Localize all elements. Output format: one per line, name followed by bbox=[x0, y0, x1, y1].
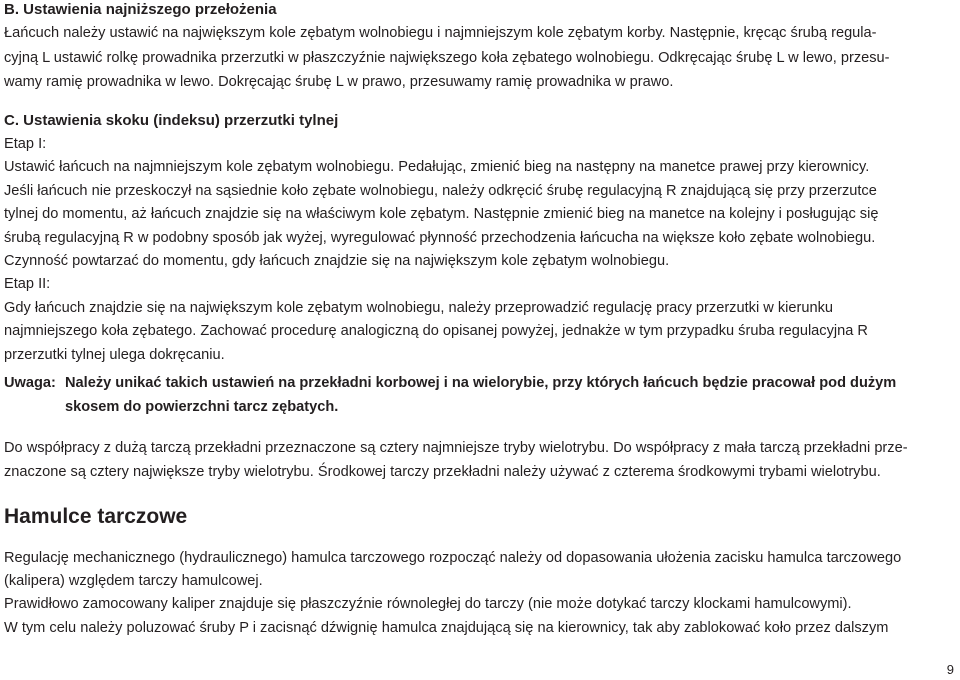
paragraph-line: (kalipera) względem tarczy hamulcowej. bbox=[4, 573, 263, 590]
paragraph-line: W tym celu należy poluzować śruby P i zacisnąć dźwignię hamulca znajdującą się na kierownicy, tak aby zablokować koło przez dalszym bbox=[4, 619, 889, 636]
paragraph-line: Czynność powtarzać do momentu, gdy łańcuch znajdzie się na największym kole zębatym wolnobiegu. bbox=[4, 253, 670, 270]
section-c-heading: C. Ustawienia skoku (indeksu) przerzutki tylnej bbox=[4, 112, 339, 129]
section-b-heading: B. Ustawienia najniższego przełożenia bbox=[4, 1, 277, 18]
warning-text bbox=[65, 372, 955, 419]
paragraph-line: cyjną L ustawić rolkę prowadnika przerzutki w płaszczyźnie największego koła zębatego wolnobiegu. Odkręcając śrubę L w lewo, przesu- bbox=[4, 49, 890, 66]
paragraph-line: Ustawić łańcuch na najmniejszym kole zębatym wolnobiegu. Pedałując, zmienić bieg na następny na manetce prawej przy kierownicy. bbox=[4, 159, 870, 176]
section-b-paragraph bbox=[4, 21, 956, 95]
brakes-paragraph bbox=[4, 547, 956, 640]
section-c-paragraph bbox=[4, 133, 956, 367]
paragraph-line: śrubą regulacyjną R w podobny sposób jak wyżej, wyregulować płynność przechodzenia łańcucha na większe koło zębate wolnobiegu. bbox=[4, 229, 876, 246]
paragraph-line: Do współpracy z dużą tarczą przekładni przeznaczone są cztery najmniejsze tryby wielotrybu. Do współpracy z mała tarczą przekładni prze- bbox=[4, 440, 908, 456]
stage-1-label: Etap I: bbox=[4, 136, 47, 152]
brakes-heading: Hamulce tarczowe bbox=[4, 505, 188, 528]
paragraph-line: Gdy łańcuch znajdzie się na największym kole zębatym wolnobiegu, należy przeprowadzić regulację pracy przerzutki w kierunku bbox=[4, 299, 833, 316]
paragraph-line: przerzutki tylnej ulega dokręcaniu. bbox=[4, 346, 225, 363]
paragraph-line: Jeśli łańcuch nie przeskoczył na sąsiednie koło zębate wolnobiegu, należy odkręcić śrubę regulacyjną R znajdującą się przy przerzutce bbox=[4, 182, 877, 199]
paragraph-line: znaczone są cztery największe tryby wielotrybu. Środkowej tarczy przekładni należy używać z czterema środkowymi trybami wielotrybu. bbox=[4, 463, 881, 480]
paragraph-line: wamy ramię prowadnika w lewo. Dokręcając śrubę L w prawo, przesuwamy ramię prowadnika w prawo. bbox=[4, 74, 674, 90]
warning-label: Uwaga: bbox=[4, 375, 56, 391]
paragraph-line: Prawidłowo zamocowany kaliper znajduje się płaszczyźnie równoległej do tarczy (nie może dotykać tarczy klockami hamulcowymi). bbox=[4, 596, 852, 613]
paragraph-line: tylnej do momentu, aż łańcuch znajdzie się na właściwym kole zębatym. Następnie zmienić bieg na manetce na kolejny i posługując się bbox=[4, 206, 879, 223]
warning-line: Należy unikać takich ustawień na przekładni korbowej i na wielorybie, przy których łańcuch będzie pracował pod dużym bbox=[65, 375, 897, 391]
paragraph-line: najmniejszego koła zębatego. Zachować procedurę analogiczną do opisanej powyżej, jednakże w tym przypadku śruba regulacyjna R bbox=[4, 323, 868, 340]
paragraph-line: Łańcuch należy ustawić na największym kole zębatym wolnobiegu i najmniejszym kole zębatym korby. Następnie, kręcąc śrubą regula- bbox=[4, 25, 877, 41]
stage-2-label: Etap II: bbox=[4, 276, 51, 293]
gears-paragraph bbox=[4, 437, 956, 484]
page-number: 9 bbox=[946, 662, 954, 677]
paragraph-line: Regulację mechanicznego (hydraulicznego) hamulca tarczowego rozpocząć należy od dopasowania ułożenia zacisku hamulca tarczowego bbox=[4, 550, 902, 566]
warning-line: skosem do powierzchni tarcz zębatych. bbox=[65, 398, 339, 415]
